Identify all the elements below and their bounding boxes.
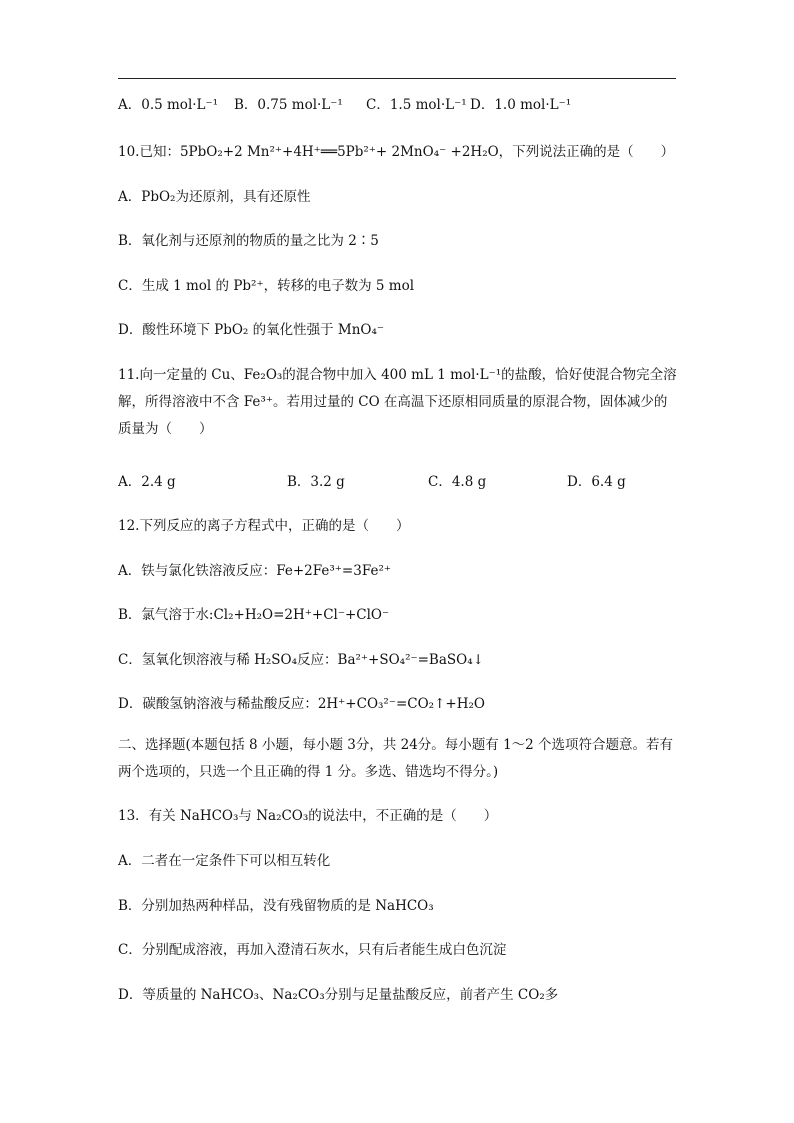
q12-option-b: B．氯气溶于水:Cl₂+H₂O=2H⁺+Cl⁻+ClO⁻	[118, 607, 390, 623]
q11-option-b: B．3.2 g	[287, 474, 345, 490]
q10-option-b: B．氧化剂与还原剂的物质的量之比为 2∶5	[118, 233, 379, 249]
q10-stem: 10.已知：5PbO₂+2 Mn²⁺+4H⁺══5Pb²⁺+ 2MnO₄⁻ +2H₂O，下列说法正确的是（ ）	[118, 144, 675, 160]
section-2-heading: 二、选择题(本题包括 8 小题，每小题 3分，共 24分。每小题有 1～2 个选项符合题意。若有两个选项的，只选一个且正确的得 1 分。多选、错选均不得分。)	[118, 737, 674, 780]
q9-option-d: D．1.0 mol·L⁻¹	[470, 97, 572, 113]
q11-option-c: C．4.8 g	[428, 474, 487, 490]
q9-option-a: A．0.5 mol·L⁻¹	[118, 97, 219, 113]
q12-stem: 12.下列反应的离子方程式中，正确的是（ ）	[118, 518, 410, 534]
q11-stem: 11.向一定量的 Cu、Fe₂O₃的混合物中加入 400 mL 1 mol·L⁻¹的盐酸，恰好使混合物完全溶解，所得溶液中不含 Fe³⁺。若用过量的 CO 在高温下还原相同质量的原混合物，固体减少的质量为（ ）	[118, 367, 677, 437]
q12-option-d: D．碳酸氢钠溶液与稀盐酸反应：2H⁺+CO₃²⁻=CO₂↑+H₂O	[118, 696, 485, 712]
q13-option-a: A．二者在一定条件下可以相互转化	[118, 853, 331, 869]
q13-option-c: C．分别配成溶液，再加入澄清石灰水，只有后者能生成白色沉淀	[118, 942, 507, 958]
q11-option-d: D．6.4 g	[567, 474, 626, 490]
q13-option-b: B．分别加热两种样品，没有残留物质的是 NaHCO₃	[118, 898, 434, 914]
q10-option-a: A．PbO₂为还原剂，具有还原性	[118, 189, 311, 205]
q13-stem: 13．有关 NaHCO₃与 Na₂CO₃的说法中，不正确的是（ ）	[118, 808, 498, 824]
q10-option-d: D．酸性环境下 PbO₂ 的氧化性强于 MnO₄⁻	[118, 322, 385, 338]
q12-option-c: C．氢氧化钡溶液与稀 H₂SO₄反应：Ba²⁺+SO₄²⁻=BaSO₄↓	[118, 652, 484, 668]
q9-option-b: B．0.75 mol·L⁻¹	[234, 97, 343, 113]
q9-option-c: C．1.5 mol·L⁻¹	[366, 97, 467, 113]
q12-option-a: A．铁与氯化铁溶液反应：Fe+2Fe³⁺=3Fe²⁺	[118, 563, 391, 579]
q13-option-d: D．等质量的 NaHCO₃、Na₂CO₃分别与足量盐酸反应，前者产生 CO₂多	[118, 987, 559, 1003]
q10-option-c: C．生成 1 mol 的 Pb²⁺，转移的电子数为 5 mol	[118, 278, 415, 294]
header-rule	[118, 78, 676, 79]
q11-option-a: A．2.4 g	[118, 474, 176, 490]
